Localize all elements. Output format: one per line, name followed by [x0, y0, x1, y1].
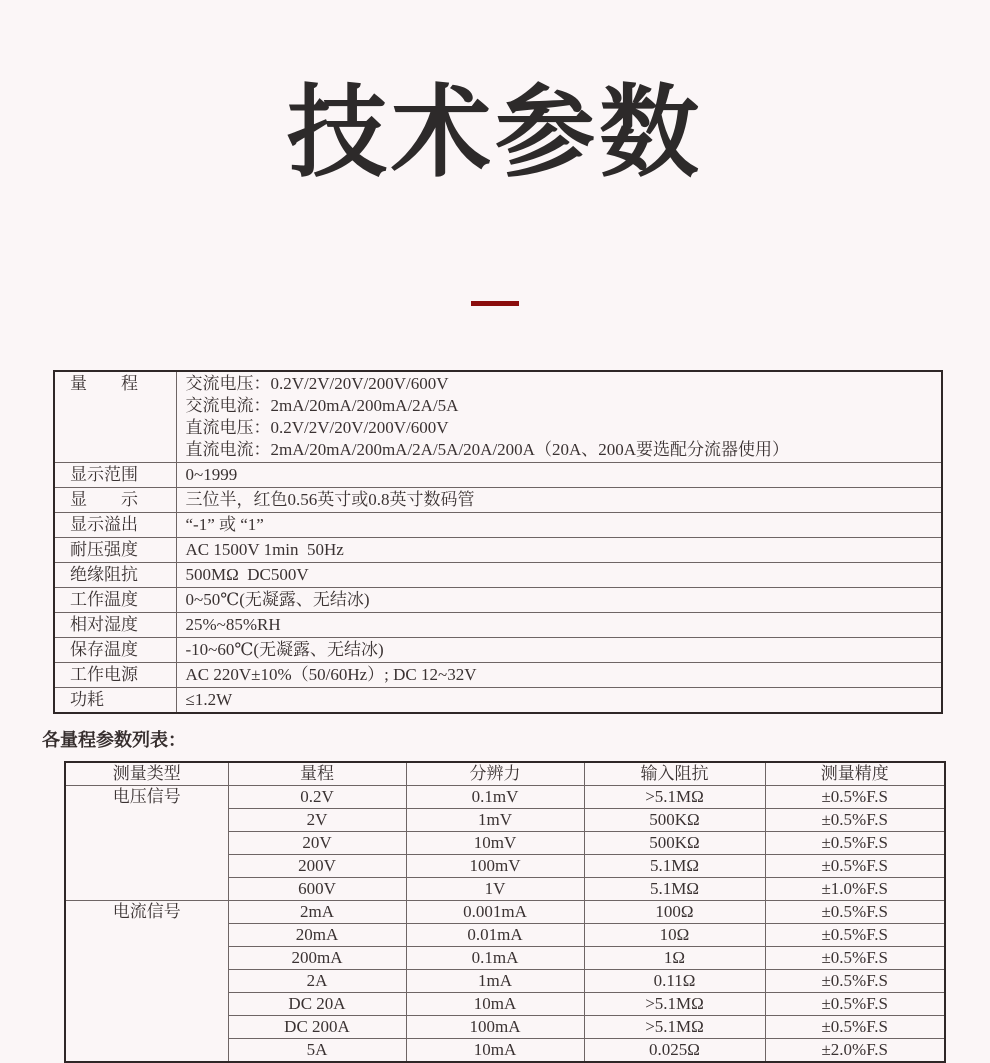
spec-row-label: 相对湿度 [54, 613, 176, 638]
spec-table-body [54, 371, 942, 713]
range-cell: 10mA [406, 993, 584, 1016]
spec-value-line: -10~60℃(无凝露、无结冰) [185, 640, 384, 659]
range-cell: 0.1mA [406, 947, 584, 970]
spec-row [54, 371, 942, 463]
range-cell: 5A [228, 1039, 406, 1063]
spec-row-label: 保存温度 [54, 638, 176, 663]
range-header-cell: 量程 [228, 762, 406, 786]
spec-row-label: 显示溢出 [54, 513, 176, 538]
range-cell: 500KΩ [584, 809, 765, 832]
range-cell: 100mA [406, 1016, 584, 1039]
spec-row-value [176, 463, 942, 488]
spec-value-line: AC 220V±10%（50/60Hz）; DC 12~32V [185, 665, 477, 684]
spec-value-line: “-1” 或 “1” [185, 515, 264, 534]
range-cell: 10Ω [584, 924, 765, 947]
range-cell: ±1.0%F.S [765, 878, 945, 901]
range-cell: 20V [228, 832, 406, 855]
spec-row-value [176, 638, 942, 663]
range-cell: 10mA [406, 1039, 584, 1063]
spec-row-label: 量 程 [54, 371, 176, 463]
range-cell: 0.1mV [406, 786, 584, 809]
spec-value-line: 三位半，红色0.56英寸或0.8英寸数码管 [185, 490, 475, 509]
range-cell: 0.001mA [406, 901, 584, 924]
spec-row-label: 绝缘阻抗 [54, 563, 176, 588]
range-header-cell: 测量精度 [765, 762, 945, 786]
spec-row-label: 显 示 [54, 488, 176, 513]
spec-row [54, 463, 942, 488]
spec-row [54, 663, 942, 688]
range-header-cell: 分辨力 [406, 762, 584, 786]
title-divider [471, 301, 519, 306]
spec-row [54, 563, 942, 588]
spec-value-line: 直流电压：0.2V/2V/20V/200V/600V [185, 418, 449, 437]
range-row [65, 786, 945, 809]
spec-row-label: 工作温度 [54, 588, 176, 613]
spec-table [53, 370, 943, 714]
spec-row-value [176, 513, 942, 538]
range-cell: ±0.5%F.S [765, 832, 945, 855]
spec-row-value [176, 371, 942, 463]
range-cell: 2mA [228, 901, 406, 924]
spec-row [54, 488, 942, 513]
range-cell: ±0.5%F.S [765, 786, 945, 809]
spec-row [54, 538, 942, 563]
range-cell: ±0.5%F.S [765, 901, 945, 924]
spec-value-line: 交流电流：2mA/20mA/200mA/2A/5A [185, 396, 459, 415]
range-header-cell: 输入阻抗 [584, 762, 765, 786]
spec-value-line: ≤1.2W [185, 690, 233, 709]
spec-value-line: 25%~85%RH [185, 615, 281, 634]
range-cell: ±0.5%F.S [765, 1016, 945, 1039]
range-row [65, 901, 945, 924]
range-cell: 100Ω [584, 901, 765, 924]
range-cell: ±2.0%F.S [765, 1039, 945, 1063]
measure-type-cell: 电流信号 [65, 901, 228, 1063]
spec-row-value [176, 688, 942, 714]
range-cell: ±0.5%F.S [765, 924, 945, 947]
range-cell: 0.2V [228, 786, 406, 809]
spec-row [54, 613, 942, 638]
spec-row-value [176, 663, 942, 688]
spec-row [54, 638, 942, 663]
range-cell: 200mA [228, 947, 406, 970]
range-cell: >5.1MΩ [584, 786, 765, 809]
range-cell: 1Ω [584, 947, 765, 970]
measure-type-cell: 电压信号 [65, 786, 228, 901]
range-table-body [65, 786, 945, 1063]
range-cell: 1mV [406, 809, 584, 832]
spec-value-line: 0~1999 [185, 465, 238, 484]
range-cell: 100mV [406, 855, 584, 878]
spec-row-label: 功耗 [54, 688, 176, 714]
range-cell: 200V [228, 855, 406, 878]
range-cell: 5.1MΩ [584, 855, 765, 878]
spec-row [54, 513, 942, 538]
spec-row [54, 688, 942, 714]
range-cell: 600V [228, 878, 406, 901]
spec-value-line: 直流电流：2mA/20mA/200mA/2A/5A/20A/200A（20A、200A要选配分流器使用） [185, 440, 789, 459]
range-cell: 1V [406, 878, 584, 901]
range-cell: >5.1MΩ [584, 1016, 765, 1039]
spec-row [54, 588, 942, 613]
spec-row-label: 工作电源 [54, 663, 176, 688]
range-cell: ±0.5%F.S [765, 947, 945, 970]
range-cell: DC 200A [228, 1016, 406, 1039]
range-table [64, 761, 946, 1063]
spec-value-line: AC 1500V 1min 50Hz [185, 540, 344, 559]
spec-row-value [176, 538, 942, 563]
range-cell: ±0.5%F.S [765, 993, 945, 1016]
range-cell: 2V [228, 809, 406, 832]
range-cell: 1mA [406, 970, 584, 993]
spec-value-line: 0~50℃(无凝露、无结冰) [185, 590, 370, 609]
range-cell: 20mA [228, 924, 406, 947]
range-cell: 2A [228, 970, 406, 993]
spec-row-label: 耐压强度 [54, 538, 176, 563]
range-cell: 5.1MΩ [584, 878, 765, 901]
range-table-header-row [65, 762, 945, 786]
range-cell: 0.11Ω [584, 970, 765, 993]
range-cell: 0.025Ω [584, 1039, 765, 1063]
range-cell: ±0.5%F.S [765, 970, 945, 993]
spec-row-value [176, 588, 942, 613]
range-cell: >5.1MΩ [584, 993, 765, 1016]
range-cell: ±0.5%F.S [765, 809, 945, 832]
spec-row-value [176, 563, 942, 588]
section-label: 各量程参数列表： [42, 730, 186, 750]
spec-row-value [176, 488, 942, 513]
range-cell: DC 20A [228, 993, 406, 1016]
range-header-cell: 测量类型 [65, 762, 228, 786]
spec-row-value [176, 613, 942, 638]
spec-row-label: 显示范围 [54, 463, 176, 488]
page-title: 技术参数 [287, 77, 703, 189]
spec-value-line: 交流电压：0.2V/2V/20V/200V/600V [185, 374, 449, 393]
range-cell: 0.01mA [406, 924, 584, 947]
range-cell: ±0.5%F.S [765, 855, 945, 878]
range-cell: 500KΩ [584, 832, 765, 855]
range-cell: 10mV [406, 832, 584, 855]
spec-value-line: 500MΩ DC500V [185, 565, 309, 584]
